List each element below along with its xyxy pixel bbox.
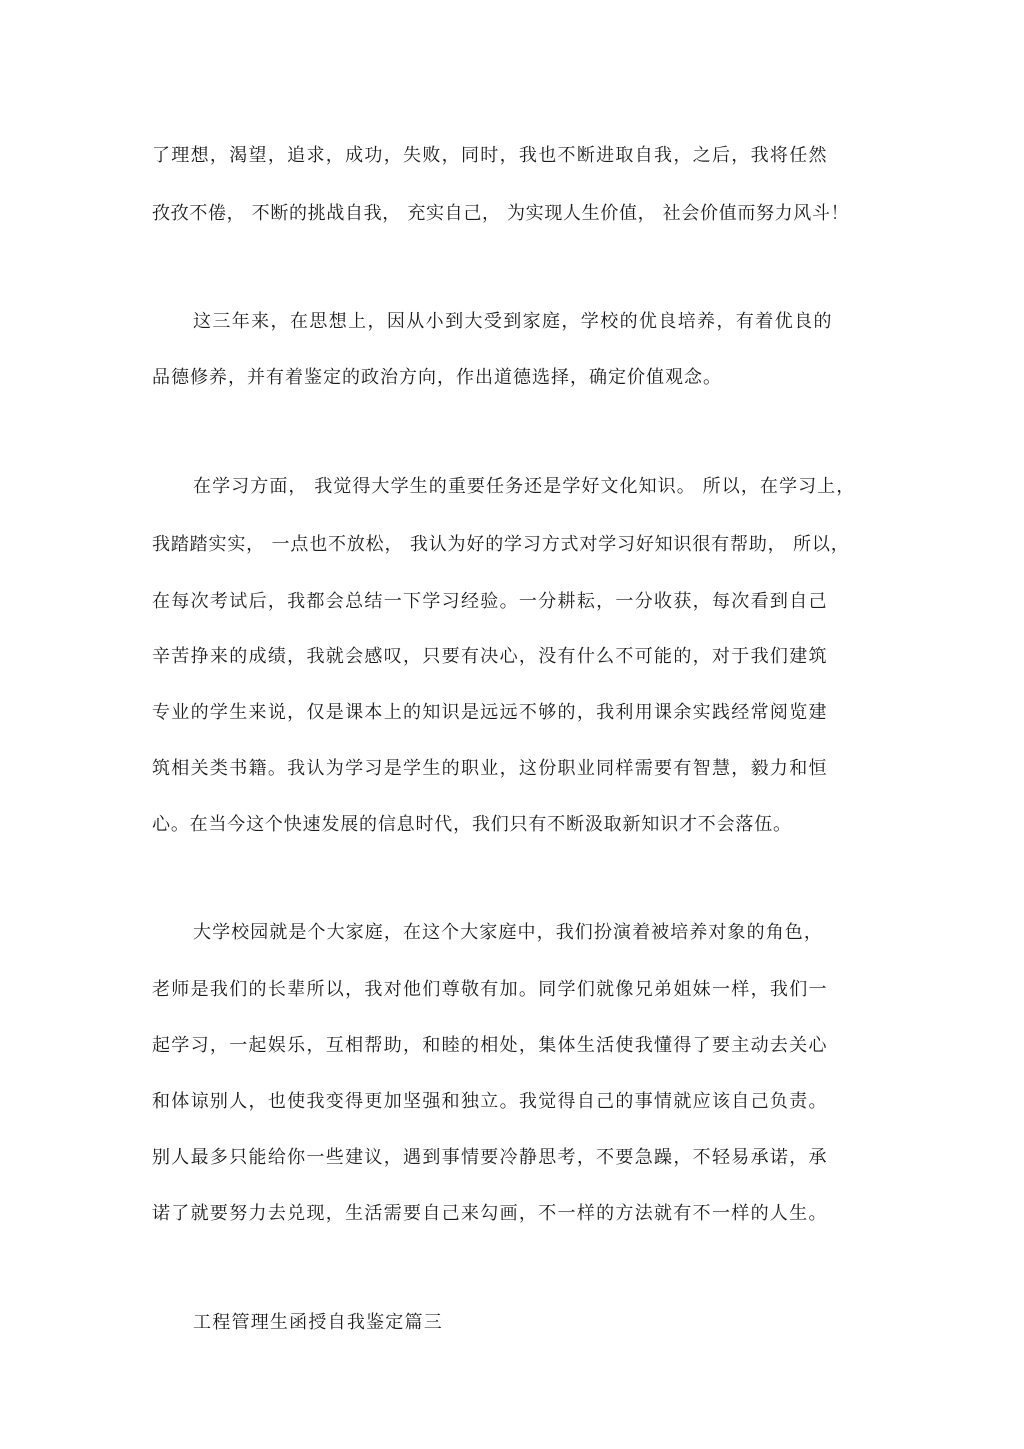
text-line: 和体谅别人，也使我变得更加坚强和独立。我觉得自己的事情就应该自己负责。 xyxy=(152,1091,828,1112)
text-line: 筑相关类书籍。我认为学习是学生的职业，这份职业同样需要有智慧，毅力和恒 xyxy=(152,758,828,779)
text-line: 心。在当今这个快速发展的信息时代，我们只有不断汲取新知识才不会落伍。 xyxy=(152,814,792,835)
text-line: 专业的学生来说，仅是课本上的知识是远远不够的，我利用课余实践经常阅览建 xyxy=(152,702,828,723)
text-line: 孜孜不倦， 不断的挑战自我， 充实自己， 为实现人生价值， 社会价值而努力风斗！ xyxy=(152,203,850,224)
text-line: 老师是我们的长辈所以，我对他们尊敬有加。同学们就像兄弟姐妹一样，我们一 xyxy=(152,979,828,1000)
text-line: 诺了就要努力去兑现，生活需要自己来勾画，不一样的方法就有不一样的人生。 xyxy=(152,1203,828,1224)
section-heading: 工程管理生函授自我鉴定篇三 xyxy=(193,1312,443,1333)
paragraph-first-line: 这三年来，在思想上，因从小到大受到家庭，学校的优良培养，有着优良的 xyxy=(193,311,833,332)
paragraph-first-line: 大学校园就是个大家庭，在这个大家庭中，我们扮演着被培养对象的角色， xyxy=(193,922,823,943)
text-line: 品德修养，并有着鉴定的政治方向，作出道德选择，确定价值观念。 xyxy=(152,367,722,388)
text-line: 了理想，渴望，追求，成功，失败，同时，我也不断进取自我，之后，我将任然 xyxy=(152,145,828,166)
text-line: 别人最多只能给你一些建议，遇到事情要冷静思考，不要急躁，不轻易承诺，承 xyxy=(152,1147,828,1168)
text-line: 辛苦挣来的成绩，我就会感叹，只要有决心，没有什么不可能的，对于我们建筑 xyxy=(152,646,828,667)
text-line: 在每次考试后，我都会总结一下学习经验。一分耕耘，一分收获，每次看到自己 xyxy=(152,591,828,612)
text-line: 我踏踏实实， 一点也不放松， 我认为好的学习方式对学习好知识很有帮助， 所以， xyxy=(152,534,850,555)
text-line: 起学习，一起娱乐，互相帮助，和睦的相处，集体生活使我懂得了要主动去关心 xyxy=(152,1035,828,1056)
paragraph-first-line: 在学习方面， 我觉得大学生的重要任务还是学好文化知识。 所以，在学习上， xyxy=(193,476,856,497)
